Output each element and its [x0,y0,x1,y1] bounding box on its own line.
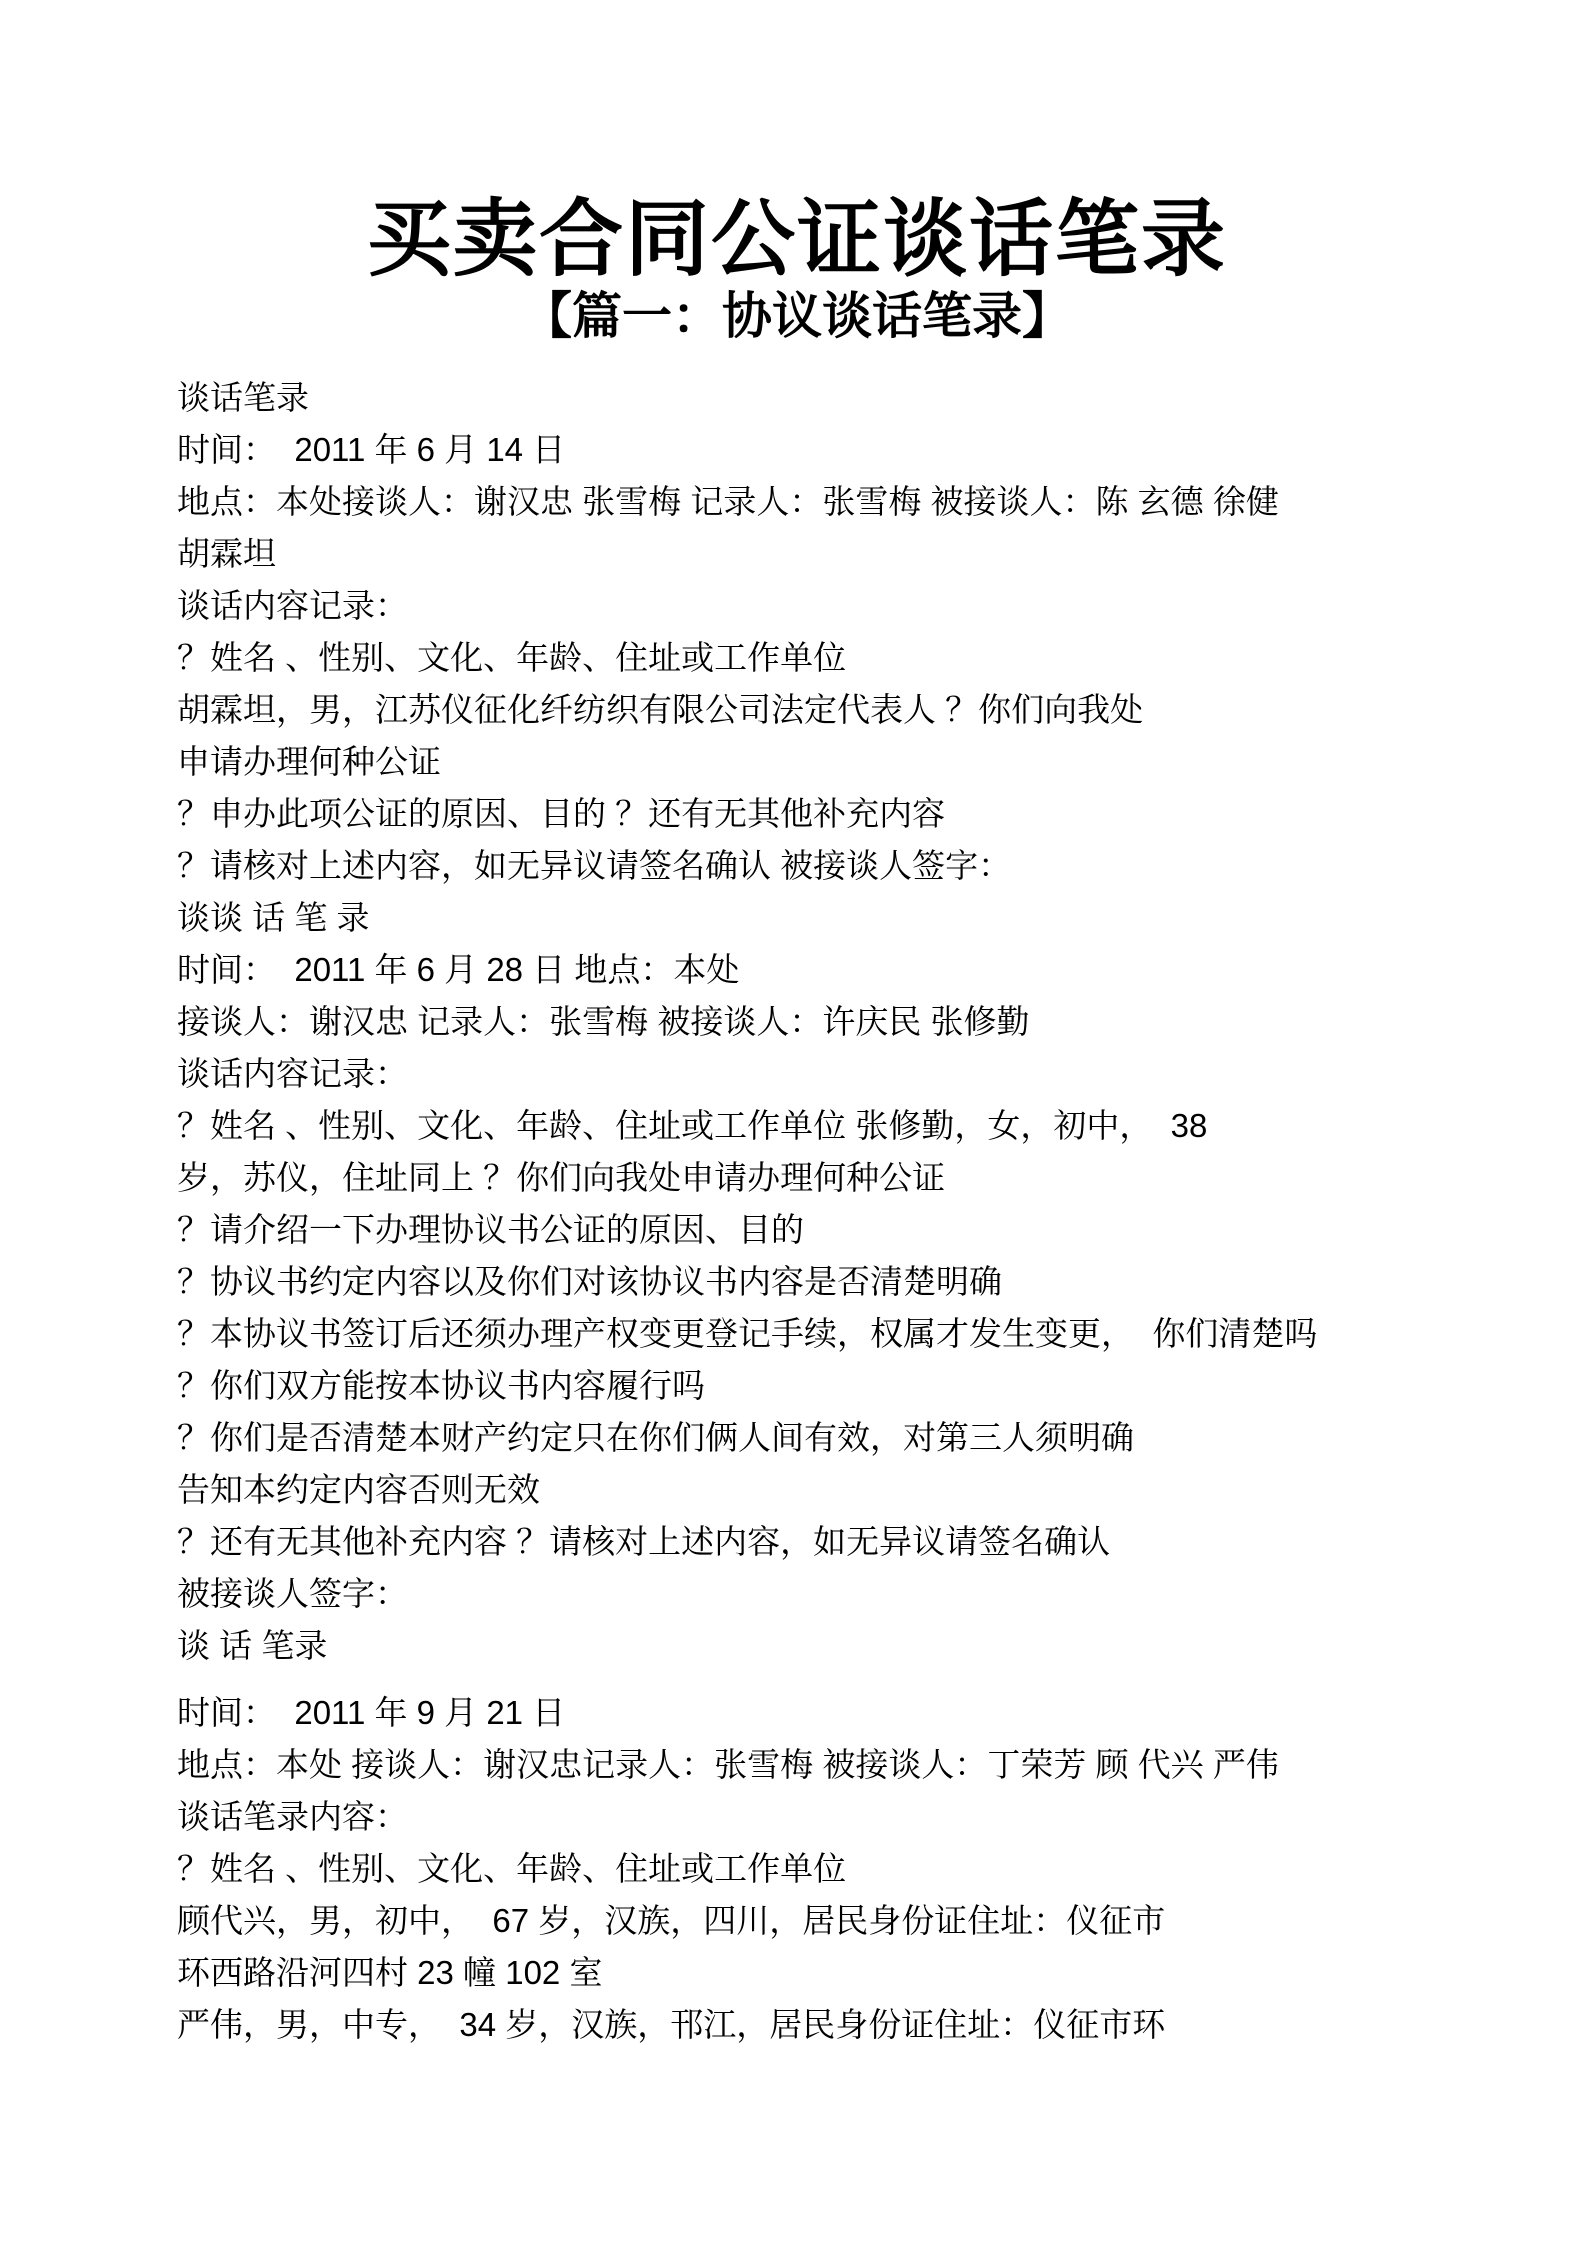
text-line: 严伟，男，中专， 34 岁，汉族，邗江，居民身份证住址：仪征市环 [177,2006,1166,2043]
text-line: 地点：本处接谈人：谢汉忠 张雪梅 记录人：张雪梅 被接谈人：陈 玄德 徐健 [177,483,1279,520]
text-line: 谈话笔录 [177,379,309,416]
text-line: ？申办此项公证的原因、目的 ？还有无其他补充内容 [177,795,946,832]
text-line: 时间： 2011 年 9 月 21 日 [177,1694,566,1731]
text-line: ？协议书约定内容以及你们对该协议书内容是否清楚明确 [177,1263,1002,1300]
document-body [177,372,1484,2051]
text-line: 胡霖坦，男，江苏仪征化纤纺织有限公司法定代表人 ？你们向我处 [177,691,1144,728]
text-line: 告知本约定内容否则无效 [177,1471,540,1508]
section-record-1-2 [177,372,1484,1672]
text-line: 岁，苏仪，住址同上 ？你们向我处申请办理何种公证 [177,1159,946,1196]
text-line: 胡霖坦 [177,535,276,572]
text-line: 谈谈 话 笔 录 [177,899,370,936]
text-line: 接谈人：谢汉忠 记录人：张雪梅 被接谈人：许庆民 张修勤 [177,1003,1030,1040]
text-line: ？本协议书签订后还须办理产权变更登记手续，权属才发生变更， 你们清楚吗 [177,1315,1318,1352]
text-line: ？你们是否清楚本财产约定只在你们俩人间有效，对第三人须明确 [177,1419,1134,1456]
text-line: 环西路沿河四村 23 幢 102 室 [177,1954,603,1991]
text-line: 谈话笔录内容： [177,1798,408,1835]
text-line: ？你们双方能按本协议书内容履行吗 [177,1367,705,1404]
text-line: ？还有无其他补充内容 ？请核对上述内容，如无异议请签名确认 [177,1523,1111,1560]
text-line: 被接谈人签字： [177,1575,408,1612]
text-line: 申请办理何种公证 [177,743,441,780]
section-record-3 [177,1687,1484,2051]
document-title: 买卖合同公证谈话笔录 [366,192,1227,286]
text-line: ？请介绍一下办理协议书公证的原因、目的 [177,1211,804,1248]
text-line: 谈话内容记录： [177,1055,408,1092]
text-line: ？姓名 、性别、文化、年龄、住址或工作单位 张修勤，女，初中， 38 [177,1107,1208,1144]
text-line: 谈 话 笔录 [177,1627,328,1664]
text-line: 顾代兴，男，初中， 67 岁，汉族，四川，居民身份证住址：仪征市 [177,1902,1166,1939]
text-line: 时间： 2011 年 6 月 28 日 地点：本处 [177,951,740,988]
text-line: ？姓名 、性别、文化、年龄、住址或工作单位 [177,1850,847,1887]
text-line: ？姓名 、性别、文化、年龄、住址或工作单位 [177,639,847,676]
text-line: 谈话内容记录： [177,587,408,624]
document-subtitle: 【篇一：协议谈话笔录】 [522,288,1072,344]
text-line: 时间： 2011 年 6 月 14 日 [177,431,566,468]
text-line: 地点：本处 接谈人：谢汉忠记录人：张雪梅 被接谈人：丁荣芳 顾 代兴 严伟 [177,1746,1279,1783]
text-line: ？请核对上述内容，如无异议请签名确认 被接谈人签字： [177,847,1012,884]
